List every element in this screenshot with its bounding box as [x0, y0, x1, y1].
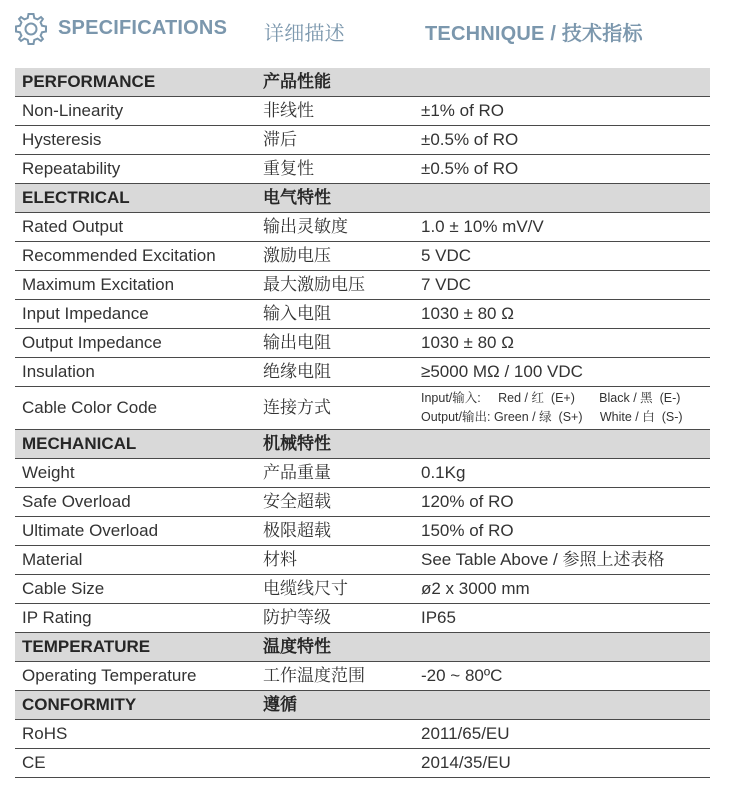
table-row [15, 329, 710, 358]
section-blank [418, 430, 710, 459]
cable-output-line: Output/输出: Green / 绿 (S+) White / 白 (S-) [421, 410, 683, 424]
spec-name: Cable Color Code [15, 387, 256, 430]
table-row [15, 387, 710, 430]
spec-value: 150% of RO [418, 517, 710, 546]
spec-name: Insulation [15, 358, 256, 387]
spec-name: Repeatability [15, 155, 256, 184]
spec-name: Material [15, 546, 256, 575]
spec-name: Hysteresis [15, 126, 256, 155]
spec-value: 7 VDC [418, 271, 710, 300]
header [0, 0, 729, 60]
spec-name: Maximum Excitation [15, 271, 256, 300]
technique-heading: TECHNIQUE / 技术指标 [425, 23, 643, 45]
table-row [15, 300, 710, 329]
spec-name-cn [256, 720, 418, 749]
table-row [15, 546, 710, 575]
table-row [15, 720, 710, 749]
spec-name-cn: 连接方式 [256, 387, 418, 430]
spec-name-cn: 最大激励电压 [256, 271, 418, 300]
section-title: ELECTRICAL [15, 184, 256, 213]
spec-name: Rated Output [15, 213, 256, 242]
spec-value: ≥5000 MΩ / 100 VDC [418, 358, 710, 387]
spec-name-cn: 材料 [256, 546, 418, 575]
spec-value: IP65 [418, 604, 710, 633]
spec-value: 2011/65/EU [418, 720, 710, 749]
section-blank [418, 633, 710, 662]
spec-value: 2014/35/EU [418, 749, 710, 778]
spec-name-cn: 输出电阻 [256, 329, 418, 358]
table-row [15, 517, 710, 546]
spec-name: Safe Overload [15, 488, 256, 517]
section-title-cn: 产品性能 [256, 68, 418, 97]
table-row [15, 97, 710, 126]
spec-name: Recommended Excitation [15, 242, 256, 271]
section-blank [418, 184, 710, 213]
spec-name: Cable Size [15, 575, 256, 604]
table-row [15, 488, 710, 517]
spec-value: ±0.5% of RO [418, 126, 710, 155]
spec-name-cn: 输出灵敏度 [256, 213, 418, 242]
spec-name-cn: 重复性 [256, 155, 418, 184]
spec-name: Input Impedance [15, 300, 256, 329]
section-header [15, 68, 710, 97]
section-title-cn: 温度特性 [256, 633, 418, 662]
spec-name-cn: 非线性 [256, 97, 418, 126]
table-row [15, 213, 710, 242]
section-title-cn: 遵循 [256, 691, 418, 720]
spec-name: Output Impedance [15, 329, 256, 358]
section-title: MECHANICAL [15, 430, 256, 459]
table-row [15, 749, 710, 778]
spec-name-cn: 安全超载 [256, 488, 418, 517]
table-row [15, 271, 710, 300]
spec-name: Ultimate Overload [15, 517, 256, 546]
spec-name: Operating Temperature [15, 662, 256, 691]
spec-value: 1030 ± 80 Ω [418, 329, 710, 358]
spec-name: Weight [15, 459, 256, 488]
table-row [15, 126, 710, 155]
section-title: TEMPERATURE [15, 633, 256, 662]
section-header [15, 430, 710, 459]
spec-value: 0.1Kg [418, 459, 710, 488]
spec-value: See Table Above / 参照上述表格 [418, 546, 710, 575]
spec-name-cn: 极限超载 [256, 517, 418, 546]
section-header [15, 691, 710, 720]
table-row [15, 155, 710, 184]
section-title-cn: 机械特性 [256, 430, 418, 459]
spec-name-cn: 激励电压 [256, 242, 418, 271]
spec-value: 5 VDC [418, 242, 710, 271]
table-row [15, 662, 710, 691]
section-title-cn: 电气特性 [256, 184, 418, 213]
spec-name-cn: 绝缘电阻 [256, 358, 418, 387]
spec-name: RoHS [15, 720, 256, 749]
spec-name: IP Rating [15, 604, 256, 633]
spec-name-cn [256, 749, 418, 778]
section-header [15, 184, 710, 213]
spec-value: ø2 x 3000 mm [418, 575, 710, 604]
spec-name-cn: 防护等级 [256, 604, 418, 633]
spec-name-cn: 工作温度范围 [256, 662, 418, 691]
chinese-heading: 详细描述 [264, 23, 345, 45]
table-row [15, 575, 710, 604]
gear-icon [14, 12, 48, 46]
section-blank [418, 691, 710, 720]
specifications-heading: SPECIFICATIONS [58, 17, 228, 39]
table-row [15, 242, 710, 271]
spec-name-cn: 电缆线尺寸 [256, 575, 418, 604]
spec-value: ±0.5% of RO [418, 155, 710, 184]
spec-value: 1.0 ± 10% mV/V [418, 213, 710, 242]
section-title: PERFORMANCE [15, 68, 256, 97]
spec-value: 1030 ± 80 Ω [418, 300, 710, 329]
spec-name-cn: 滞后 [256, 126, 418, 155]
cable-input-line: Input/输入: Red / 红 (E+) Black / 黑 (E-) [421, 391, 681, 405]
spec-name-cn: 产品重量 [256, 459, 418, 488]
spec-value: 120% of RO [418, 488, 710, 517]
section-blank [418, 68, 710, 97]
spec-value: -20 ~ 80ºC [418, 662, 710, 691]
cable-color-code-value [418, 387, 710, 430]
specifications-table [15, 68, 710, 778]
section-title: CONFORMITY [15, 691, 256, 720]
spec-name: CE [15, 749, 256, 778]
table-row [15, 459, 710, 488]
spec-value: ±1% of RO [418, 97, 710, 126]
section-header [15, 633, 710, 662]
spec-name: Non-Linearity [15, 97, 256, 126]
table-row [15, 358, 710, 387]
table-row [15, 604, 710, 633]
spec-name-cn: 输入电阻 [256, 300, 418, 329]
